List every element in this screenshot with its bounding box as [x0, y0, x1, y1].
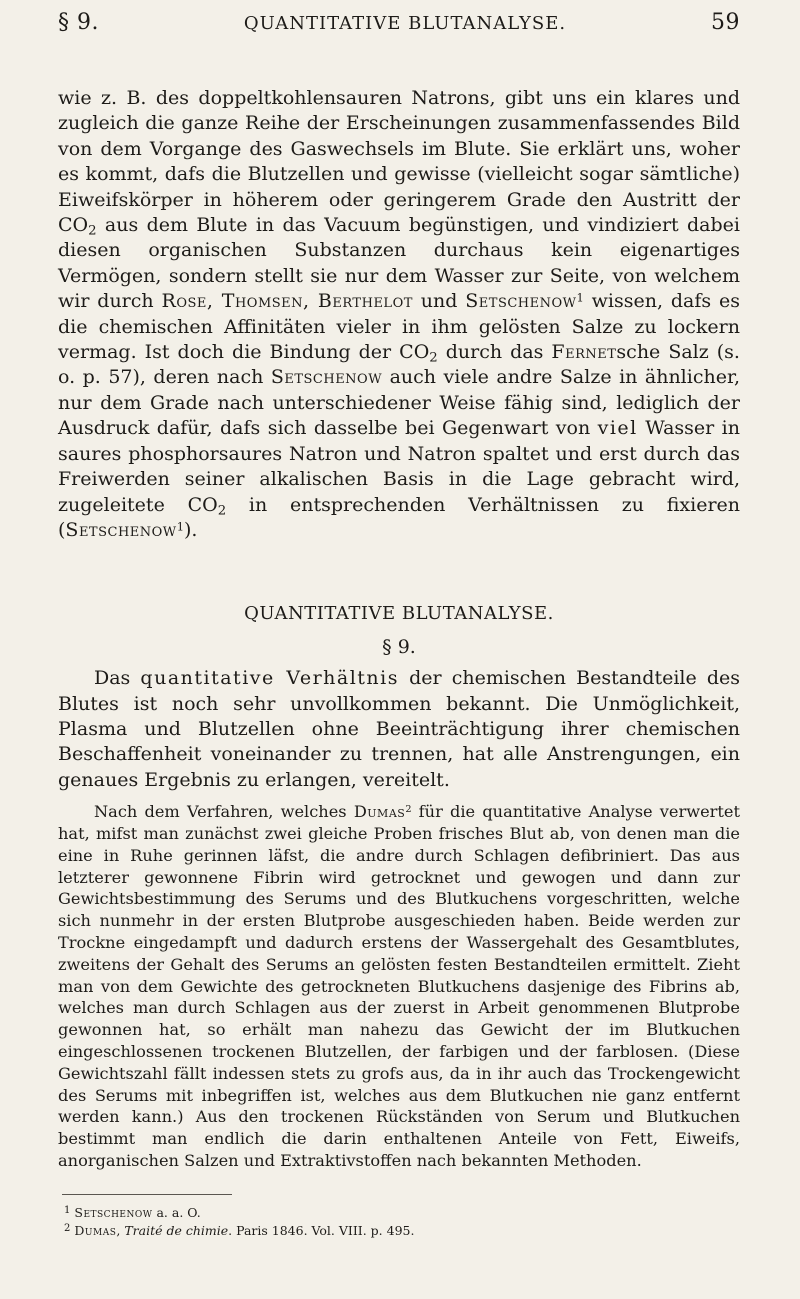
section-heading: QUANTITATIVE BLUTANALYSE.	[244, 603, 554, 625]
section-number: § 9.	[382, 635, 416, 658]
header-section-mark: § 9.	[58, 10, 99, 35]
footnote-rule	[62, 1194, 232, 1195]
paragraph-quantitative: Das quantitative Verhältnis der chemischen Bestandteile des Blutes ist noch sehr unvollkommen bekannt. Die Unmöglichkeit, Plasma und Blutzellen ohne Beeinträchtigung ihrer chemischen Beschaffenheit voneinander zu trennen, hat alle Anstrengungen, ein genaues Ergebnis zu erlangen, vereitelt.	[58, 667, 740, 791]
page-body	[58, 86, 740, 1239]
paragraph-gas-exchange: wie z. B. des doppeltkohlensauren Natrons, gibt uns ein klares und zugleich die ganze Reihe der Erscheinungen zusammenfassendes Bild von dem Vorgange des Gaswechsels im Blute. Sie erklärt uns, woher es kommt, dafs die Blutzellen und gewisse (vielleicht sogar sämtliche) Eiweifskörper in höherem oder geringerem Grade den Austritt der $CO_2$ aus dem Blute in das Vacuum begünstigen, und vindiziert dabei diesen organischen Substanzen durchaus kein eigenartiges Vermögen, sondern stellt sie nur dem Wasser zur Seite, von welchem wir durch Rose, Thomsen, Berthelot und Setschenow$^1$ wissen, dafs es die chemischen Affinitäten vieler in ihm gelösten Salze zu lockern vermag. Ist doch die Bindung der $CO_2$ durch das Fernetsche Salz (s. o. p. 57), deren nach Setschenow auch viele andre Salze in ähnlicher, nur dem Grade nach unterschiedener Weise fähig sind, lediglich der Ausdruck dafür, dafs sich dasselbe bei Gegenwart von viel Wasser in saures phosphorsaures Natron und Natron spaltet und erst durch das Freiwerden seiner alkalischen Basis in die Lage gebracht wird, zugeleitete $CO_2$ in entsprechenden Verhältnissen zu fixieren (Setschenow$^1$).	[58, 87, 741, 541]
footnotes	[58, 1203, 740, 1239]
footnote-2: $^2$ Dumas, Traité de chimie. Paris 1846. Vol. VIII. p. 495.	[64, 1222, 415, 1238]
footnote-1: $^1$ Setschenow a. a. O.	[64, 1204, 201, 1220]
running-header	[58, 10, 740, 35]
header-title: QUANTITATIVE BLUTANALYSE.	[243, 13, 567, 34]
paragraph-dumas-method: Nach dem Verfahren, welches Dumas$^2$ für die quantitative Analyse verwertet hat, mifst man zunächst zwei gleiche Proben frisches Blut ab, von denen man die eine in Ruhe gerinnen läfst, die andre durch Schlagen defibriniert. Das aus letzterer gewonnene Fibrin wird getrocknet und gewogen und dann zur Gewichtsbestimmung des Serums und des Blutkuchens vorgeschritten, welche sich nunmehr in der ersten Blutprobe ausgeschieden haben. Beide werden zur Trockne eingedampft und dadurch erstens der Wassergehalt des Gesamtblutes, zweitens der Gehalt des Serums an gelösten festen Bestandteilen ermittelt. Zieht man von dem Gewichte des getrockneten Blutkuchens dasjenige des Fibrins ab, welches man durch Schlagen aus der zuerst in Arbeit genommenen Blutprobe gewonnen hat, so erhält man nahezu das Gewicht der im Blutkuchen eingeschlossenen trockenen Blutzellen, der farbigen und der farblosen. (Diese Gewichtszahl fällt indessen stets zu grofs aus, da in ihr auch das Trockengewicht des Serums mit inbegriffen ist, welches aus dem Blutkuchen nie ganz entfernt werden kann.) Aus den trockenen Rückständen von Serum und Blutkuchen bestimmt man endlich die darin enthaltenen Anteile von Fett, Eiweifs, anorganischen Salzen und Extraktivstoffen nach bekannten Methoden.	[58, 802, 741, 1170]
page-number: 59	[711, 10, 740, 35]
